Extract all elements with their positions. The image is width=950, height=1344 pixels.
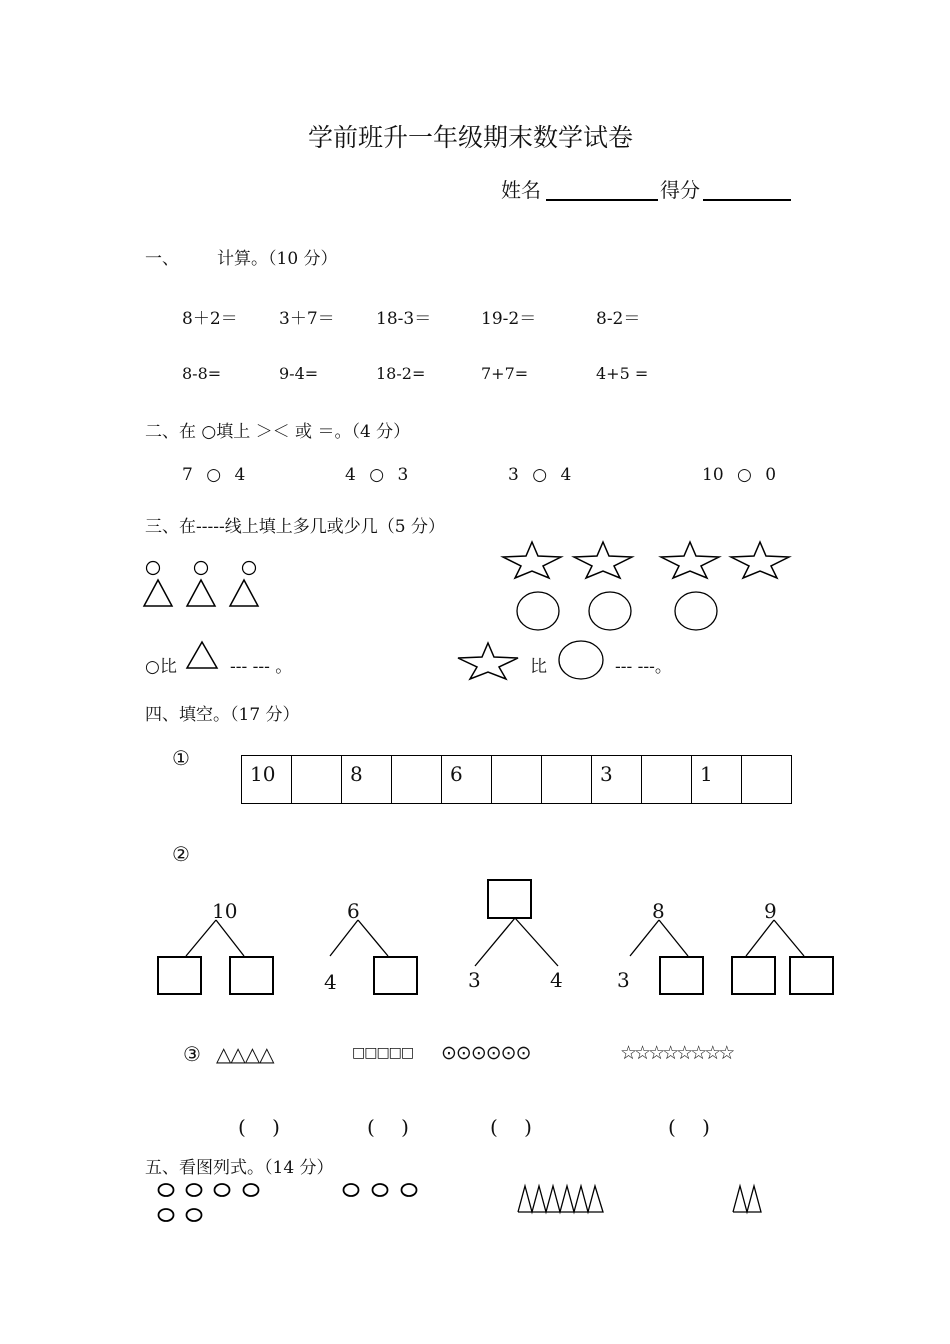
answer-paren[interactable]: ( ) — [238, 1115, 280, 1139]
comparison-right-mid: 比 — [530, 657, 547, 677]
calc-item: 7+7= — [481, 364, 529, 383]
oval-icon — [159, 1184, 174, 1196]
calc-item: 19-2＝ — [481, 309, 537, 329]
dot-circle-group: ⊙⊙⊙⊙⊙⊙ — [441, 1042, 531, 1064]
answer-paren[interactable]: ( ) — [490, 1115, 532, 1139]
oval-icon — [244, 1184, 259, 1196]
sequence-cell: 10 — [242, 756, 292, 804]
calc-item: 9-4= — [279, 364, 319, 383]
oval-icon — [373, 1184, 388, 1196]
zigzag-triangles-icon — [518, 1186, 603, 1212]
circle-blank-icon[interactable]: ○ — [206, 465, 222, 485]
comparison-left-blank[interactable]: --- --- 。 — [230, 657, 293, 677]
circle-blank-icon[interactable]: ○ — [532, 465, 548, 485]
oval-icon — [187, 1209, 202, 1221]
oval-icon — [402, 1184, 417, 1196]
sequence-cell: 3 — [592, 756, 642, 804]
circle-blank-icon[interactable]: ○ — [369, 465, 385, 485]
calc-item: 3＋7＝ — [279, 309, 335, 329]
compare-item: 4 ○ 3 — [345, 465, 409, 485]
calc-item: 8-2＝ — [596, 309, 641, 329]
calc-item: 18-2= — [376, 364, 426, 383]
score-label: 得分 — [660, 178, 700, 202]
tree-left-number: 3 — [617, 968, 630, 992]
sequence-cell: 8 — [342, 756, 392, 804]
calc-item: 8-8= — [182, 364, 222, 383]
compare-item: 3 ○ 4 — [508, 465, 572, 485]
section1-heading: 计算。（10 分） — [217, 249, 338, 269]
circle-blank-icon[interactable]: ○ — [737, 465, 752, 485]
tree-top-number: 10 — [212, 899, 238, 923]
sequence-cell: 1 — [692, 756, 742, 804]
calc-item: 4+5 = — [596, 364, 649, 383]
square-group: □□□□□ — [352, 1045, 414, 1061]
star-group: ☆☆☆☆☆☆☆☆ — [620, 1042, 733, 1064]
compare-item: 7 ○ 4 — [182, 465, 246, 485]
oval-icon — [159, 1209, 174, 1221]
answer-paren[interactable]: ( ) — [668, 1115, 710, 1139]
oval-icon — [344, 1184, 359, 1196]
page-title: 学前班升一年级期末数学试卷 — [308, 123, 634, 152]
tree-left-number: 3 — [468, 968, 481, 992]
part2-label: ② — [172, 842, 190, 866]
calc-item: 8＋2＝ — [182, 309, 238, 329]
part3-label: ③ — [183, 1042, 201, 1066]
section2-heading: 二、在 ○填上 ＞＜ 或 ＝。（4 分） — [145, 422, 411, 442]
section5-heading: 五、看图列式。（14 分） — [145, 1158, 334, 1178]
section1-number: 一、 — [145, 249, 179, 269]
calc-item: 18-3＝ — [376, 309, 432, 329]
tree-top-number: 8 — [652, 899, 665, 923]
oval-icon — [187, 1184, 202, 1196]
tree-left-number: 4 — [324, 970, 337, 994]
comparison-right-blank[interactable]: --- ---。 — [615, 657, 672, 677]
comparison-left-prefix: ○比 — [145, 657, 177, 677]
tree-top-number: 9 — [764, 899, 777, 923]
section3-heading: 三、在-----线上填上多几或少几（5 分） — [145, 517, 445, 537]
tree-top-number: 6 — [347, 899, 360, 923]
triangle-group: △△△△ — [216, 1042, 274, 1066]
tree-right-number: 4 — [550, 968, 563, 992]
name-label: 姓名 — [501, 178, 541, 202]
answer-paren[interactable]: ( ) — [367, 1115, 409, 1139]
section4-heading: 四、填空。（17 分） — [145, 705, 300, 725]
oval-icon — [215, 1184, 230, 1196]
sequence-cell: 6 — [442, 756, 492, 804]
part1-label: ① — [172, 746, 190, 770]
zigzag-triangles-icon — [733, 1186, 761, 1212]
compare-item: 10 ○ 0 — [702, 465, 777, 485]
